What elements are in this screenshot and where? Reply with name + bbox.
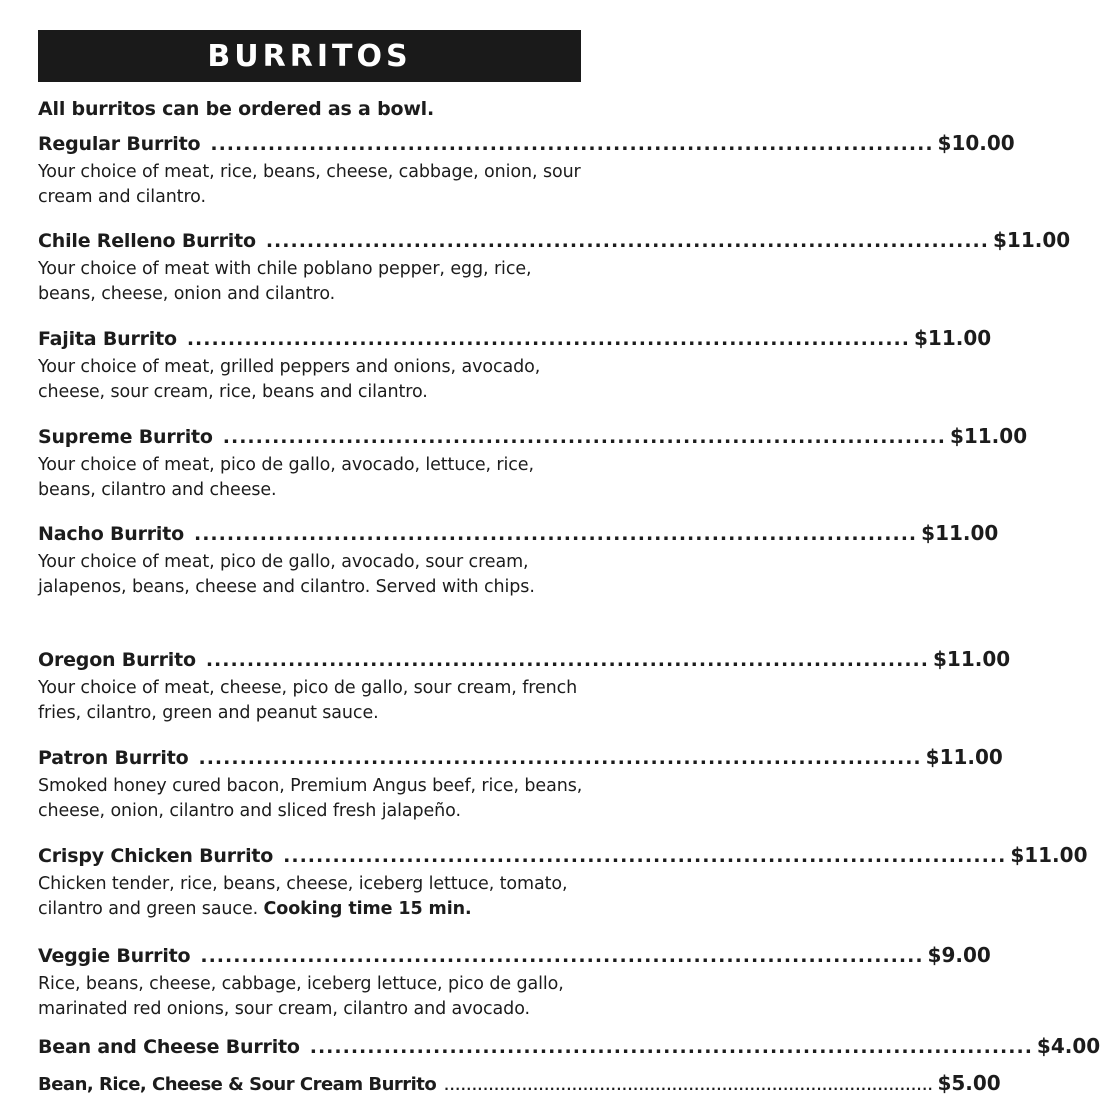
menu-item-nacho-burrito (38, 521, 999, 599)
item-description (38, 872, 586, 921)
item-description: Your choice of meat, grilled peppers and onions, avocado, cheese, sour cream, rice, beans and cilantro. (38, 357, 541, 402)
dot-leader: ........................................................................................ (198, 747, 922, 769)
item-price: $10.00 (937, 131, 1015, 155)
dot-leader: ........................................................................................ (265, 230, 989, 252)
item-name: Nacho Burrito (38, 523, 184, 545)
menu-item-crispy-chicken-burrito (38, 843, 1088, 921)
item-description: Your choice of meat, rice, beans, cheese, cabbage, onion, sour cream and cilantro. (38, 162, 581, 207)
dot-leader: ........................................................................................ (210, 133, 934, 155)
section-title: BURRITOS (207, 38, 412, 74)
menu-item-bean-rice-cheese-sour-cream-burrito (38, 1071, 1001, 1099)
menu-item-veggie-burrito (38, 943, 991, 1021)
dot-leader: ........................................................................................ (444, 1079, 934, 1093)
item-price: $5.00 (937, 1071, 1001, 1095)
item-price: $11.00 (932, 647, 1011, 671)
menu-item-bean-and-cheese-burrito (38, 1034, 1100, 1062)
menu-item-chile-relleno-burrito (38, 228, 1071, 306)
item-name: Bean, Rice, Cheese & Sour Cream Burrito (38, 1074, 437, 1095)
item-description: Your choice of meat with chile poblano pepper, egg, rice, beans, cheese, onion and cilantro. (38, 259, 532, 304)
item-name: Veggie Burrito (38, 945, 191, 967)
dot-leader: ........................................................................................ (193, 523, 918, 545)
dot-leader: ........................................................................................ (205, 649, 929, 671)
dot-leader: ........................................................................................ (222, 426, 946, 448)
item-description: Your choice of meat, cheese, pico de gallo, sour cream, french fries, cilantro, green and peanut sauce. (38, 678, 578, 723)
item-name: Regular Burrito (38, 133, 201, 155)
menu-item-patron-burrito (38, 745, 1003, 823)
item-name: Patron Burrito (38, 747, 189, 769)
item-price: $9.00 (927, 943, 991, 967)
item-name: Chile Relleno Burrito (38, 230, 256, 252)
item-name: Oregon Burrito (38, 649, 196, 671)
item-name: Crispy Chicken Burrito (38, 845, 274, 867)
menu-item-supreme-burrito (38, 424, 1028, 502)
dot-leader: ........................................................................................ (186, 328, 910, 350)
item-price: $11.00 (921, 521, 999, 545)
item-price: $11.00 (914, 326, 992, 350)
item-name: Fajita Burrito (38, 328, 177, 350)
item-price: $11.00 (1010, 843, 1088, 867)
item-price: $4.00 (1036, 1034, 1100, 1058)
dot-leader: ........................................................................................ (200, 945, 924, 967)
item-description: Rice, beans, cheese, cabbage, iceberg lettuce, pico de gallo, marinated red onions, sour cream, cilantro and avocado. (38, 974, 564, 1019)
item-description: Smoked honey cured bacon, Premium Angus beef, rice, beans, cheese, onion, cilantro and sliced fresh jalapeño. (38, 776, 583, 821)
item-price: $11.00 (925, 745, 1003, 769)
dot-leader: ........................................................................................ (309, 1036, 1033, 1058)
item-name: Bean and Cheese Burrito (38, 1036, 300, 1058)
item-description: Your choice of meat, pico de gallo, avocado, sour cream, jalapenos, beans, cheese and cilantro. Served with chips. (38, 552, 535, 597)
menu-item-regular-burrito (38, 131, 1015, 209)
item-description-text: Chicken tender, rice, beans, cheese, iceberg lettuce, tomato, cilantro and green sauce. (38, 874, 568, 919)
dot-leader: ........................................................................................ (283, 845, 1007, 867)
bowl-note: All burritos can be ordered as a bowl. (38, 98, 435, 120)
section-header (38, 30, 581, 82)
menu-item-oregon-burrito (38, 647, 1011, 725)
item-price: $11.00 (993, 228, 1071, 252)
item-price: $11.00 (949, 424, 1028, 448)
menu-item-fajita-burrito (38, 326, 992, 404)
item-name: Supreme Burrito (38, 426, 213, 448)
item-description: Your choice of meat, pico de gallo, avocado, lettuce, rice, beans, cilantro and cheese. (38, 455, 534, 500)
cooking-time-note: Cooking time 15 min. (263, 898, 472, 919)
